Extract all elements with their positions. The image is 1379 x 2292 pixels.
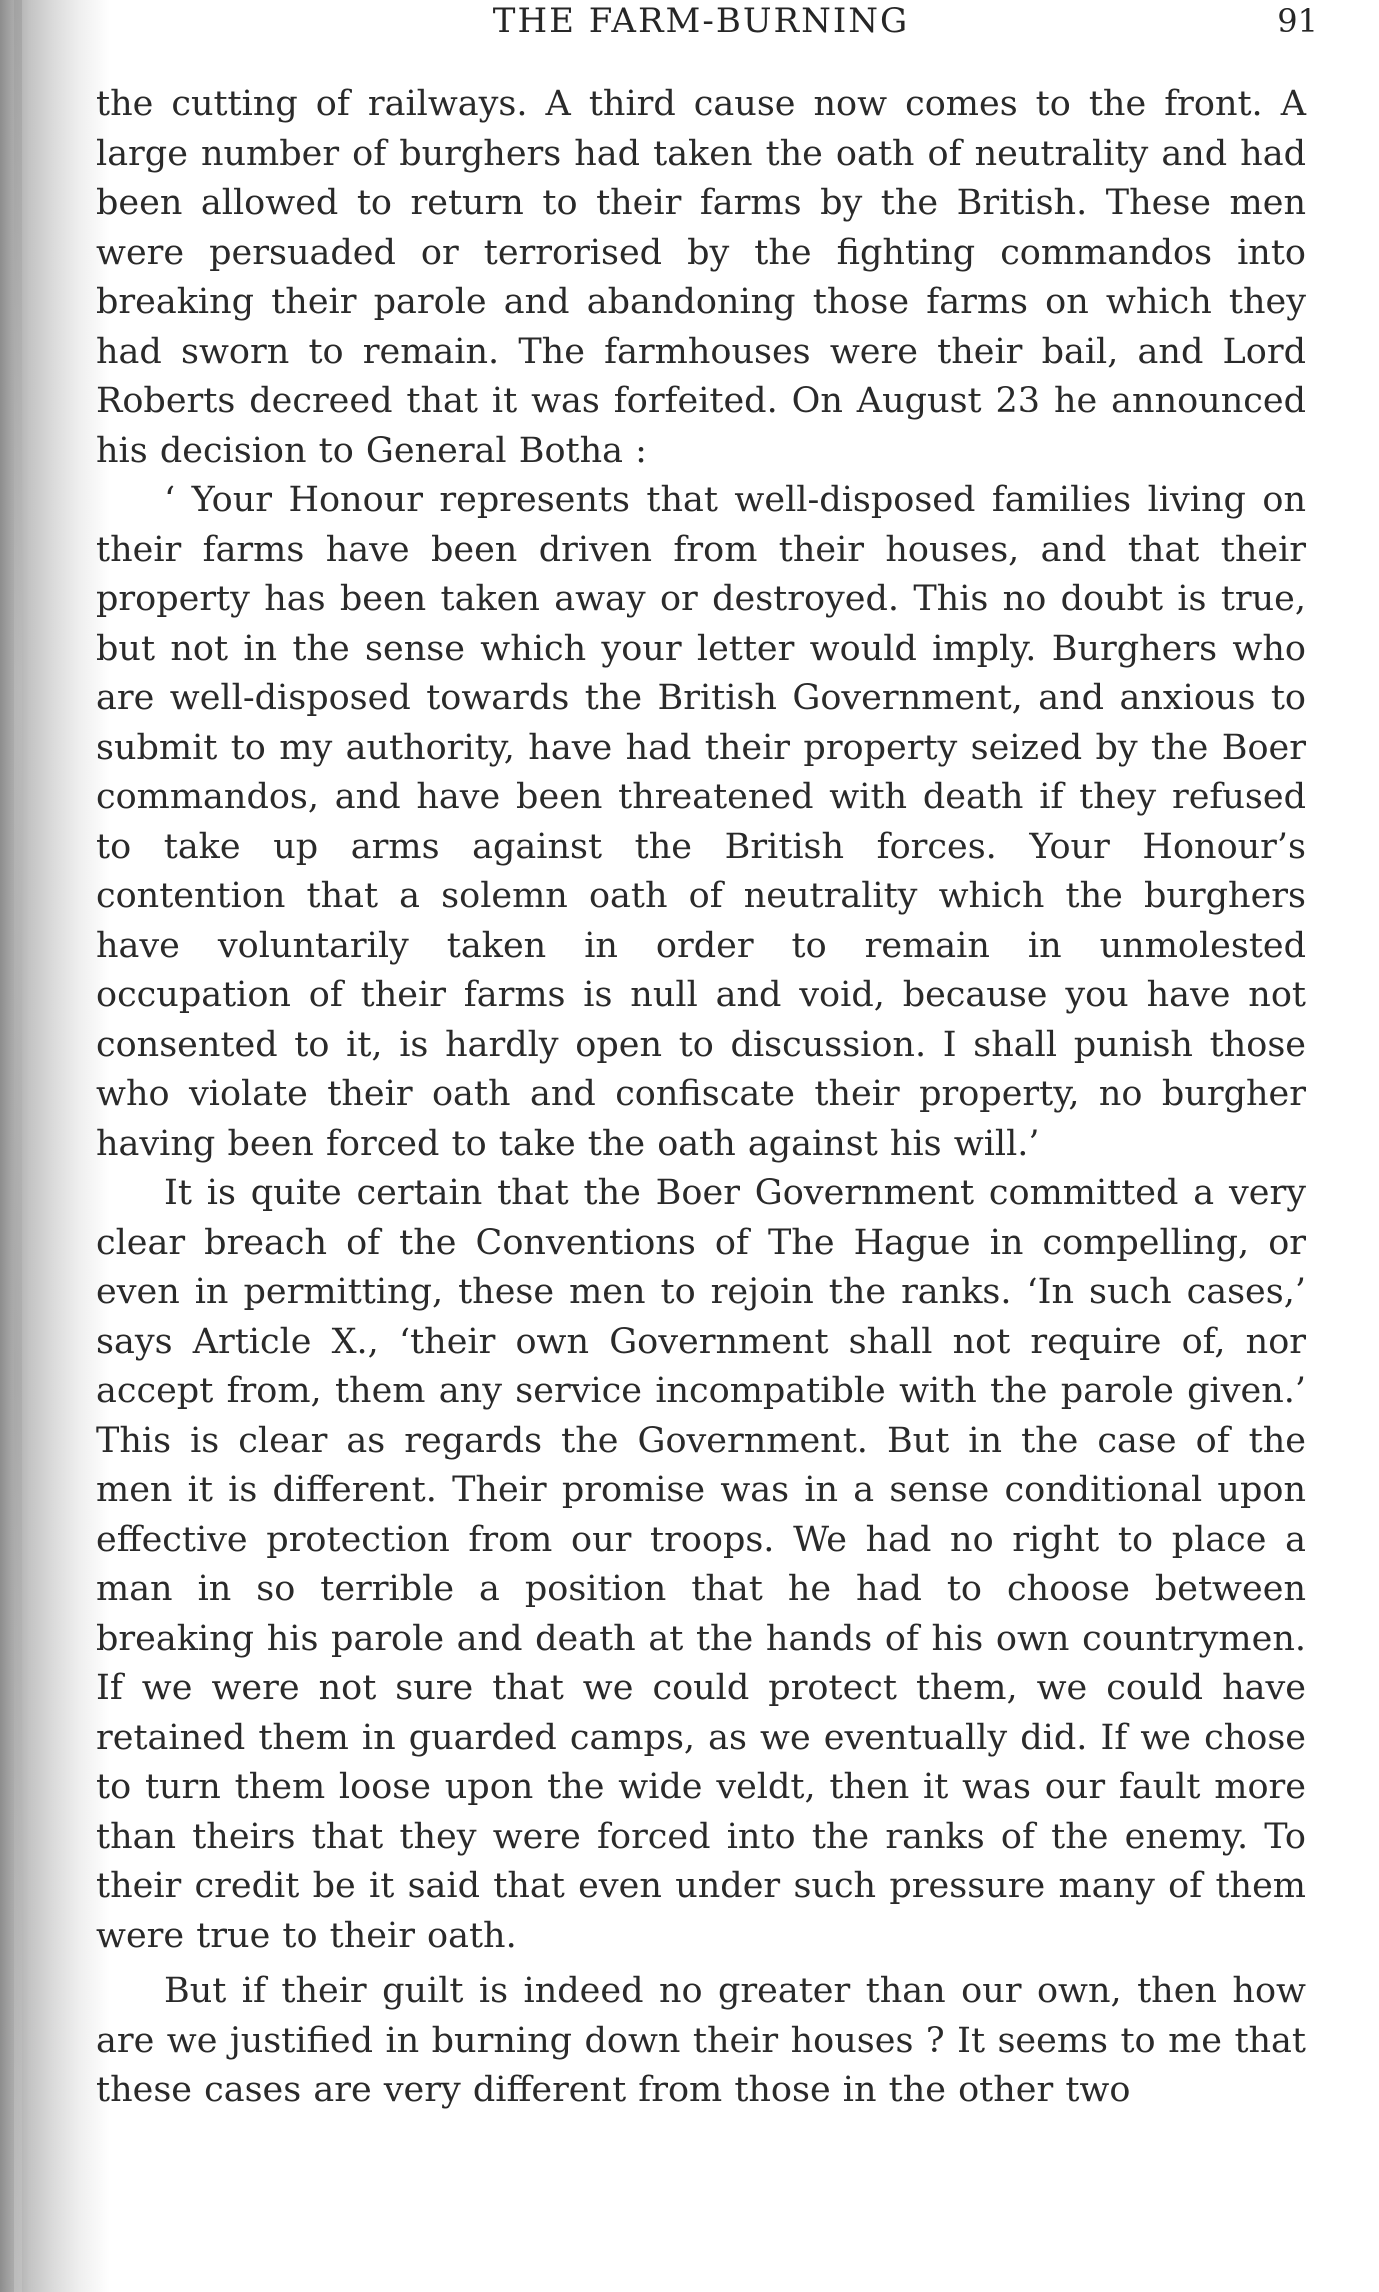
page-number: 91 — [1277, 2, 1318, 40]
paragraph-justification: But if their guilt is indeed no greater than our own, then how are we justified in burning down their houses ? It seems to me that these cases are very different from those in the other two — [96, 1971, 1306, 2110]
body-text — [96, 80, 1306, 2116]
paragraph-continuation: the cutting of railways. A third cause now comes to the front. A large number of burghers had taken the oath of neutrality and had been allowed to return to their farms by the British. These men were persuaded or terrorised by the fighting commandos into breaking their parole and abandoning those farms on which they had sworn to remain. The farmhouses were their bail, and Lord Roberts decreed that it was forfeited. On August 23 he announced his decision to General Botha : — [96, 84, 1306, 471]
book-page — [96, 0, 1318, 2292]
running-head — [96, 0, 1318, 44]
scan-gutter-streak — [14, 0, 22, 2292]
paragraph-quotation: ‘ Your Honour represents that well-disposed families living on their farms have been driven from their houses, and that their property has been taken away or destroyed. This no doubt is true, but not in the sense which your letter would imply. Burghers who are well-disposed towards the British Government, and anxious to submit to my authority, have had their property seized by the Boer commandos, and have been threatened with death if they refused to take up arms against the British forces. Your Honour’s contention that a solemn oath of neutrality which the burghers have voluntarily taken in order to remain in unmolested occupation of their farms is null and void, because you have not consented to it, is hardly open to discussion. I shall punish those who violate their oath and confiscate their property, no burgher having been forced to take the oath against his will.’ — [96, 480, 1306, 1164]
paragraph-hague-conventions: It is quite certain that the Boer Government committed a very clear breach of the Conventions of The Hague in compelling, or even in permitting, these men to rejoin the ranks. ‘In such cases,’ says Article X., ‘their own Government shall not require of, nor accept from, them any service incompatible with the parole given.’ This is clear as regards the Government. But in the case of the men it is different. Their promise was in a sense conditional upon effective protection from our troops. We had no right to place a man in so terrible a position that he had to choose between breaking his parole and death at the hands of his own countrymen. If we were not sure that we could protect them, we could have retained them in guarded camps, as we eventually did. If we chose to turn them loose upon the wide veldt, then it was our fault more than theirs that they were forced into the ranks of the enemy. To their credit be it said that even under such pressure many of them were true to their oath. — [96, 1173, 1306, 1956]
running-head-title: THE FARM-BURNING — [492, 1, 910, 41]
